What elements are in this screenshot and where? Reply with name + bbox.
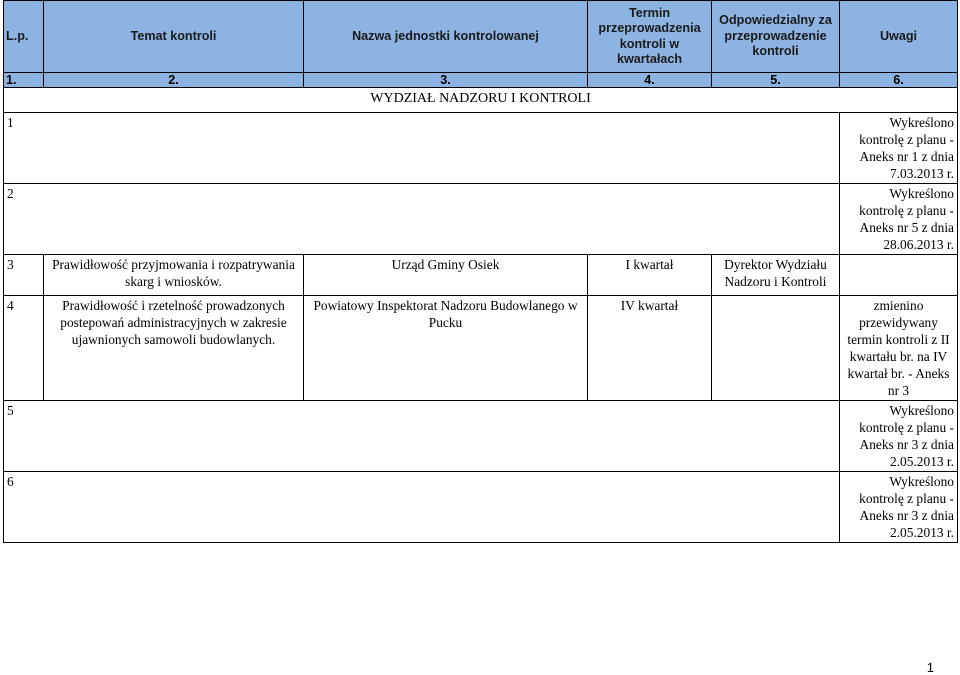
row-remarks: Wykreślono kontrolę z planu - Aneks nr 5 z dnia 28.06.2013 r. (840, 184, 958, 255)
row-unit: Powiatowy Inspektorat Nadzoru Budowlanego w Pucku (304, 296, 588, 401)
table-row (4, 113, 958, 184)
header-row (4, 1, 958, 73)
table-row (4, 255, 958, 296)
section-title: WYDZIAŁ NADZORU I KONTROLI (4, 88, 958, 113)
control-plan-table (3, 0, 958, 543)
table-row (4, 296, 958, 401)
header-responsible: Odpowiedzialny za przeprowadzenie kontroli (712, 1, 840, 73)
row-remarks: Wykreślono kontrolę z planu - Aneks nr 3 z dnia 2.05.2013 r. (840, 472, 958, 543)
column-number: 1. (4, 73, 44, 88)
header-remarks: Uwagi (840, 1, 958, 73)
row-empty-cells (44, 113, 840, 184)
column-number-row (4, 73, 958, 88)
header-term: Termin przeprowadzenia kontroli w kwartałach (588, 1, 712, 73)
column-number: 4. (588, 73, 712, 88)
row-unit: Urząd Gminy Osiek (304, 255, 588, 296)
page-number: 1 (926, 660, 934, 675)
column-number: 5. (712, 73, 840, 88)
column-number: 3. (304, 73, 588, 88)
table-row (4, 184, 958, 255)
row-empty-cells (44, 184, 840, 255)
row-topic: Prawidłowość przyjmowania i rozpatrywania skarg i wniosków. (44, 255, 304, 296)
row-remarks: zmienino przewidywany termin kontroli z II kwartału br. na IV kwartał br. - Aneks nr 3 (840, 296, 958, 401)
row-number: 6 (4, 472, 44, 543)
row-term: I kwartał (588, 255, 712, 296)
row-number: 5 (4, 401, 44, 472)
header-lp: L.p. (4, 1, 44, 73)
row-term: IV kwartał (588, 296, 712, 401)
row-number: 1 (4, 113, 44, 184)
section-row (4, 88, 958, 113)
column-number: 2. (44, 73, 304, 88)
row-number: 2 (4, 184, 44, 255)
row-empty-cells (44, 472, 840, 543)
row-responsible (712, 296, 840, 401)
table-row (4, 401, 958, 472)
header-topic: Temat kontroli (44, 1, 304, 73)
row-number: 4 (4, 296, 44, 401)
row-number: 3 (4, 255, 44, 296)
column-number: 6. (840, 73, 958, 88)
table-row (4, 472, 958, 543)
row-remarks (840, 255, 958, 296)
header-unit: Nazwa jednostki kontrolowanej (304, 1, 588, 73)
row-empty-cells (44, 401, 840, 472)
row-remarks: Wykreślono kontrolę z planu - Aneks nr 3 z dnia 2.05.2013 r. (840, 401, 958, 472)
row-responsible: Dyrektor Wydziału Nadzoru i Kontroli (712, 255, 840, 296)
row-topic: Prawidłowość i rzetelność prowadzonych postepowań administracyjnych w zakresie ujawnionych samowoli budowlanych. (44, 296, 304, 401)
row-remarks: Wykreślono kontrolę z planu - Aneks nr 1 z dnia 7.03.2013 r. (840, 113, 958, 184)
